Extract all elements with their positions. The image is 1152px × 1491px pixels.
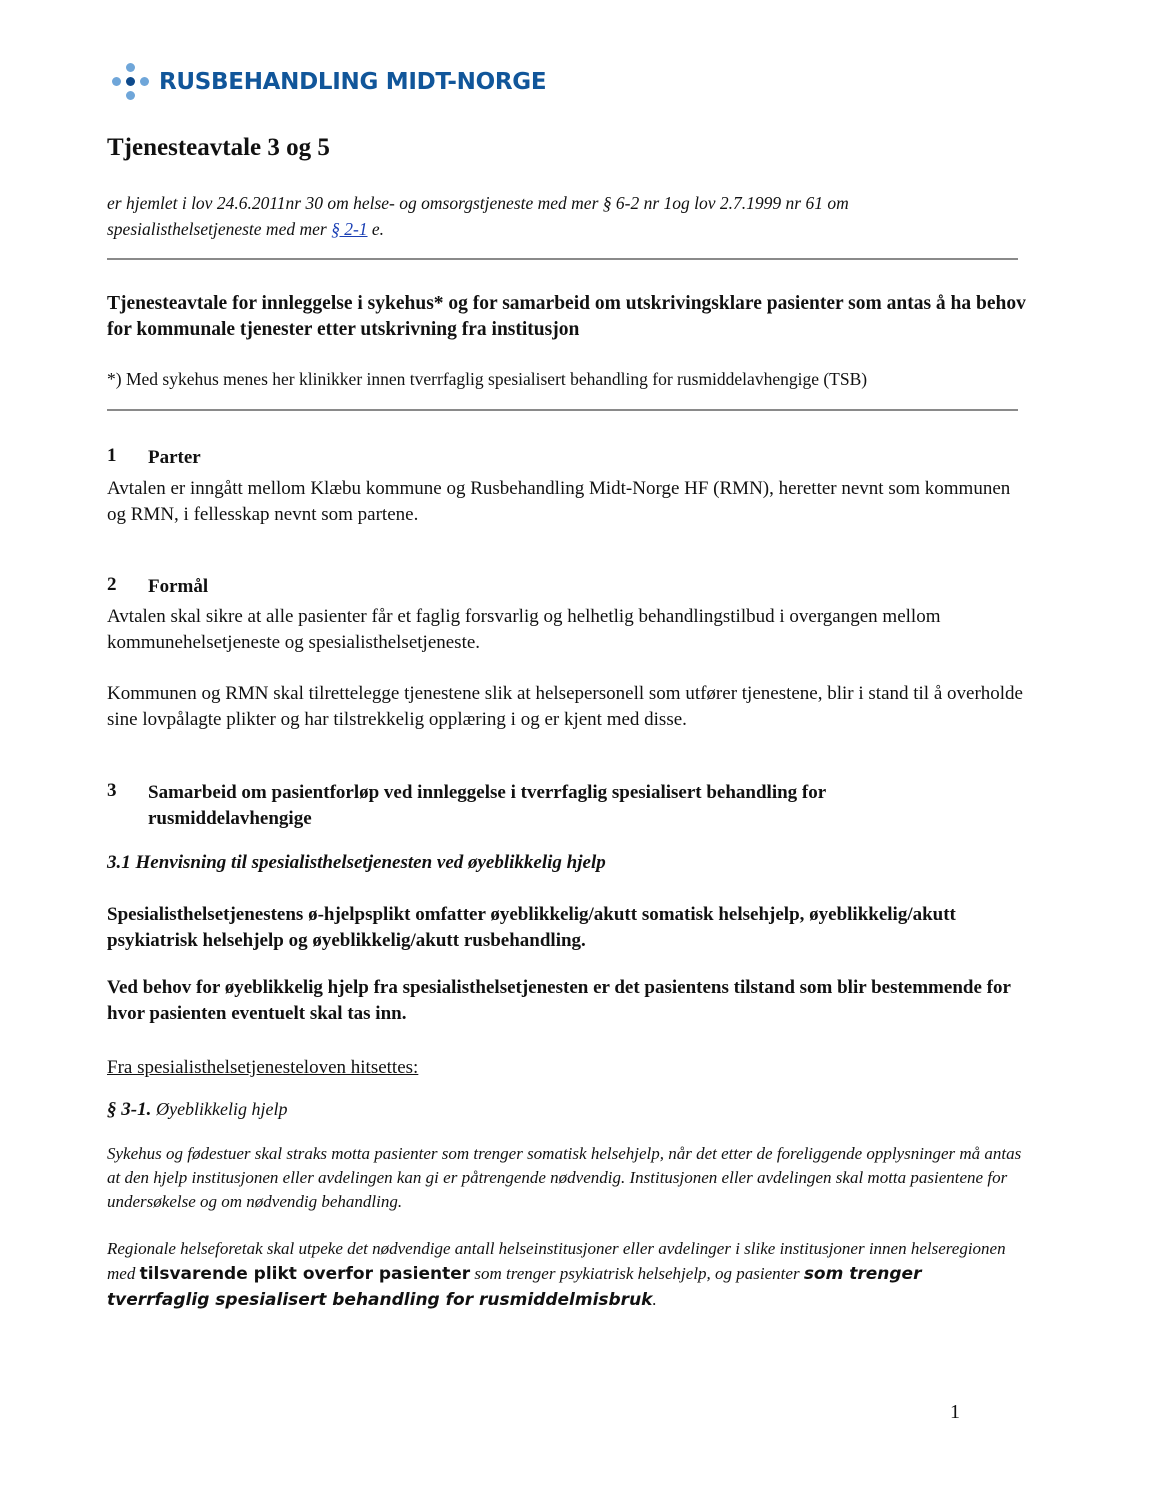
- bold-paragraph: Spesialisthelsetjenestens ø-hjelpsplikt omfatter øyeblikkelig/akutt somatisk helsehjelp, øyeblikkelig/akutt psykiatrisk helsehjelp og øyeblikkelig/akutt rusbehandling.: [107, 904, 956, 951]
- section-heading: [107, 574, 978, 600]
- section-number: 3: [107, 780, 117, 801]
- logo-dot: [140, 77, 149, 86]
- section-title: Parter: [148, 447, 201, 468]
- law-quote: Sykehus og fødestuer skal straks motta pasienter som trenger somatisk helsehjelp, når det etter de foreliggende opplysninger må antas at den hjelp institusjonen eller avdelingen kan gi er påtrengende nødvendig. Institusjonen eller avdelingen skal motta pasientene for undersøkelse og om nødvendig behandling.: [107, 1144, 1022, 1211]
- logo-text: RUSBEHANDLING MIDT-NORGE: [159, 69, 547, 95]
- section-paragraph: Avtalen skal sikre at alle pasienter får et faglig forsvarlig og helhetlig behandlingstilbud i overgangen mellom kommunehelsetjeneste og spesialisthelsetjeneste.: [107, 606, 941, 653]
- law-quote: [107, 1236, 1027, 1313]
- bold-paragraph: Ved behov for øyeblikkelig hjelp fra spesialisthelsetjenesten er det pasientens tilstand som blir bestemmende for hvor pasienten eventuelt skal tas inn.: [107, 977, 1011, 1024]
- section-paragraph: Avtalen er inngått mellom Klæbu kommune og Rusbehandling Midt-Norge HF (RMN), heretter nevnt som kommunen og RMN, i fellesskap nevnt som partene.: [107, 478, 1011, 525]
- paragraph-name: Øyeblikkelig hjelp: [156, 1099, 288, 1119]
- legal-basis: [107, 190, 947, 242]
- quote-emphasis: tilsvarende plikt overfor pasienter: [139, 1264, 471, 1284]
- logo-dot: [126, 77, 135, 86]
- agreement-subtitle: Tjenesteavtale for innleggelse i sykehus* og for samarbeid om utskrivingsklare pasienter som antas å ha behov for kommunale tjenester etter utskrivning fra institusjon: [107, 293, 1026, 340]
- logo: [111, 62, 546, 102]
- law-paragraph-heading: [107, 1099, 288, 1121]
- section-title: Formål: [148, 576, 209, 597]
- section-number: 1: [107, 445, 117, 466]
- section-heading: [107, 780, 978, 832]
- section-number: 2: [107, 574, 117, 595]
- logo-dots-icon: [111, 62, 151, 102]
- divider: [107, 409, 1018, 411]
- quote-text: Regionale helseforetak skal utpeke det nødvendige antall helseinstitusjoner eller avdelinger i slike institusjoner innen helseregionen med: [107, 1239, 1006, 1283]
- document-title: Tjenesteavtale 3 og 5: [107, 134, 330, 161]
- law-link[interactable]: § 2-1: [331, 219, 368, 239]
- logo-dot: [112, 77, 121, 86]
- page-number: 1: [950, 1401, 960, 1423]
- quote-text: .: [652, 1290, 657, 1309]
- section-title: Samarbeid om pasientforløp ved innleggelse i tverrfaglig spesialisert behandling for rusmiddelavhengige: [148, 782, 826, 829]
- section-heading: [107, 445, 978, 471]
- legal-basis-text: er hjemlet i lov 24.6.2011nr 30 om helse- og omsorgstjeneste med mer § 6-2 nr 1og lov 2.7.1999 nr 61 om spesialisthelsetjeneste med mer: [107, 193, 849, 239]
- paragraph-symbol: § 3-1.: [107, 1099, 152, 1120]
- quote-emphasis: som trenger tverrfaglig spesialisert behandling for rusmiddelmisbruk: [107, 1264, 922, 1310]
- quote-intro: Fra spesialisthelsetjenesteloven hitsettes:: [107, 1057, 419, 1078]
- legal-basis-tail: e.: [367, 219, 385, 239]
- section-paragraph: Kommunen og RMN skal tilrettelegge tjenestene slik at helsepersonell som utfører tjenestene, blir i stand til å overholde sine lovpålagte plikter og har tilstrekkelig opplæring i og er kjent med disse.: [107, 683, 1023, 730]
- logo-dot: [126, 63, 135, 72]
- subsection-title: 3.1 Henvisning til spesialisthelsetjenesten ved øyeblikkelig hjelp: [107, 852, 606, 873]
- footnote: *) Med sykehus menes her klinikker innen tverrfaglig spesialisert behandling for rusmiddelavhengige (TSB): [107, 369, 868, 389]
- divider: [107, 258, 1018, 260]
- quote-text: som trenger psykiatrisk helsehjelp, og pasienter: [470, 1264, 804, 1283]
- logo-dot: [126, 91, 135, 100]
